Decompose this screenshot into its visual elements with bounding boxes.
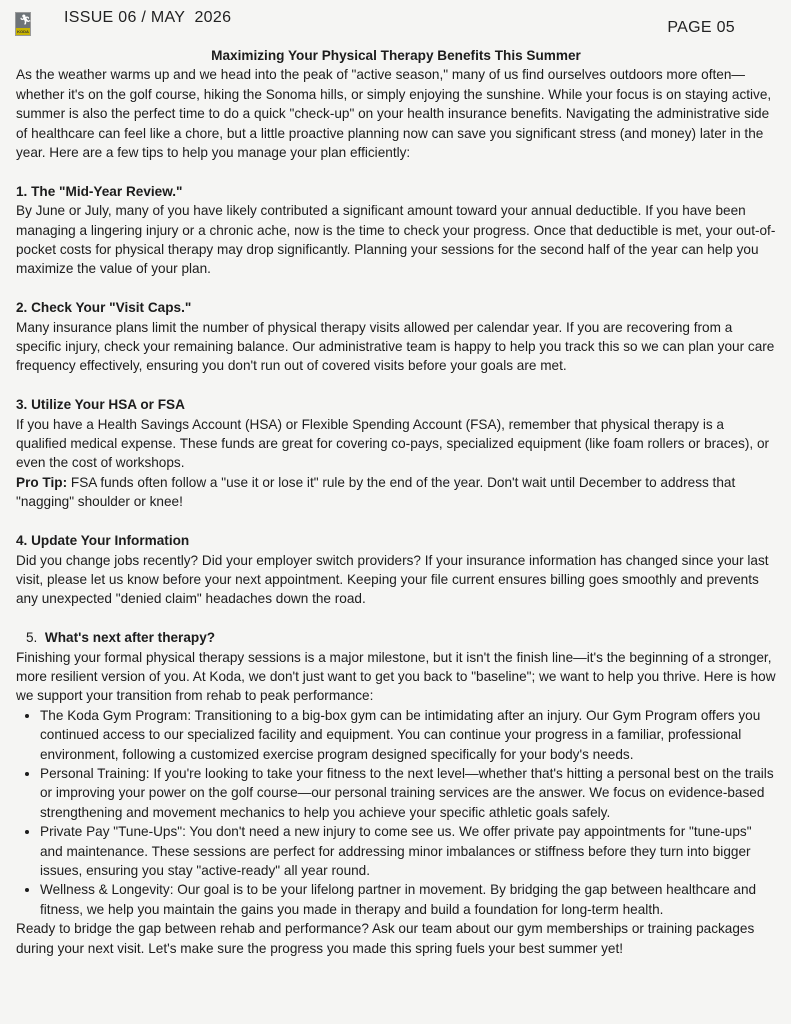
closing-paragraph: Ready to bridge the gap between rehab and performance? Ask our team about our gym memberships or training packages during your next visit. Let's make sure the progress you made this spring fuels your best summer yet! bbox=[16, 921, 755, 956]
section-body: By June or July, many of you have likely contributed a significant amount toward your annual deductible. If you have been managing a lingering injury or a chronic ache, now is the time to check your progress. Once that deductible is met, your out-of-pocket costs for physical therapy may drop significantly. Planning your sessions for the second half of the year can help you maximize the value of your plan. bbox=[16, 203, 776, 277]
section-heading: What's next after therapy? bbox=[44, 630, 216, 646]
section-heading: 1. The "Mid-Year Review." bbox=[16, 183, 183, 199]
pro-tip bbox=[16, 473, 776, 512]
section-body: Did you change jobs recently? Did your employer switch providers? If your insurance information has changed since your last visit, please let us know before your next appointment. Keeping your file current ensures billing goes smoothly and prevents any unexpected "denied claim" headaches down the road. bbox=[16, 552, 769, 607]
runner-icon: 🏃︎ bbox=[19, 15, 32, 26]
section-body: If you have a Health Savings Account (HSA) or Flexible Spending Account (FSA), remember that physical therapy is a qualified medical expense. These funds are great for covering co-pays, specialized equipment (like foam rollers or braces), or even the cost of workshops. bbox=[16, 416, 770, 471]
list-item: • Private Pay "Tune-Ups": You don't need a new injury to come see us. We offer private pay appointments for "tune-ups" and maintenance. These sessions are perfect for addressing minor imbalances or stiffness before they turn into bigger issues, ensuring you stay "active-ready" all year round. bbox=[40, 822, 776, 880]
services-list bbox=[16, 706, 776, 919]
section-5-heading bbox=[16, 628, 776, 647]
section-heading: 2. Check Your "Visit Caps." bbox=[16, 300, 192, 316]
section-body: Many insurance plans limit the number of physical therapy visits allowed per calendar year. If you are recovering from a specific injury, check your remaining balance. Our administrative team is happy to help you track this so we can plan your care frequency effectively, ensuring you don't run out of covered visits before your goals are met. bbox=[16, 319, 775, 374]
article bbox=[16, 46, 776, 958]
pro-tip-label: Pro Tip: bbox=[16, 474, 68, 490]
page-number: PAGE 05 bbox=[667, 19, 735, 36]
section-body: Finishing your formal physical therapy sessions is a major milestone, but it isn't the finish line—it's the beginning of a stronger, more resilient version of you. At Koda, we don't just want to get you back to "baseline"; we want to help you thrive. Here is how we support your transition from rehab to peak performance: bbox=[16, 649, 776, 704]
list-item: • Personal Training: If you're looking to take your fitness to the next level—whether that's hitting a personal best on the trails or improving your power on the golf course—our personal training services are the answer. We focus on evidence-based strengthening and movement mechanics to help you achieve your specific athletic goals safely. bbox=[40, 764, 776, 822]
list-item: • The Koda Gym Program: Transitioning to a big-box gym can be intimidating after an injury. Our Gym Program offers you continued access to our specialized facility and equipment. You can continue your progress in a familiar, professional environment, following a customized exercise program designed specifically for your body's needs. bbox=[40, 706, 776, 764]
section-heading: 3. Utilize Your HSA or FSA bbox=[16, 397, 185, 413]
article-title: Maximizing Your Physical Therapy Benefits This Summer bbox=[211, 48, 581, 63]
koda-logo bbox=[15, 12, 31, 36]
logo-brand-text: KODA bbox=[17, 29, 29, 34]
section-number: 5. bbox=[26, 630, 38, 646]
pro-tip-text: FSA funds often follow a "use it or lose it" rule by the end of the year. Don't wait until December to address that "nagging" shoulder or knee! bbox=[16, 474, 736, 510]
list-item: • Wellness & Longevity: Our goal is to be your lifelong partner in movement. By bridging the gap between healthcare and fitness, we help you maintain the gains you made in therapy and build a foundation for long-term health. bbox=[40, 880, 776, 919]
intro-paragraph: As the weather warms up and we head into the peak of "active season," many of us find ourselves outdoors more often—whether it's on the golf course, hiking the Sonoma hills, or simply enjoying the sunshine. While your focus is on staying active, summer is also the perfect time to do a quick "check-up" on your health insurance benefits. Navigating the administrative side of healthcare can feel like a chore, but a little proactive planning now can save you significant stress (and money) later in the year. Here are a few tips to help you manage your plan efficiently: bbox=[16, 67, 772, 161]
issue-label: ISSUE 06 / MAY 2026 bbox=[64, 9, 232, 26]
section-heading: 4. Update Your Information bbox=[16, 533, 190, 549]
